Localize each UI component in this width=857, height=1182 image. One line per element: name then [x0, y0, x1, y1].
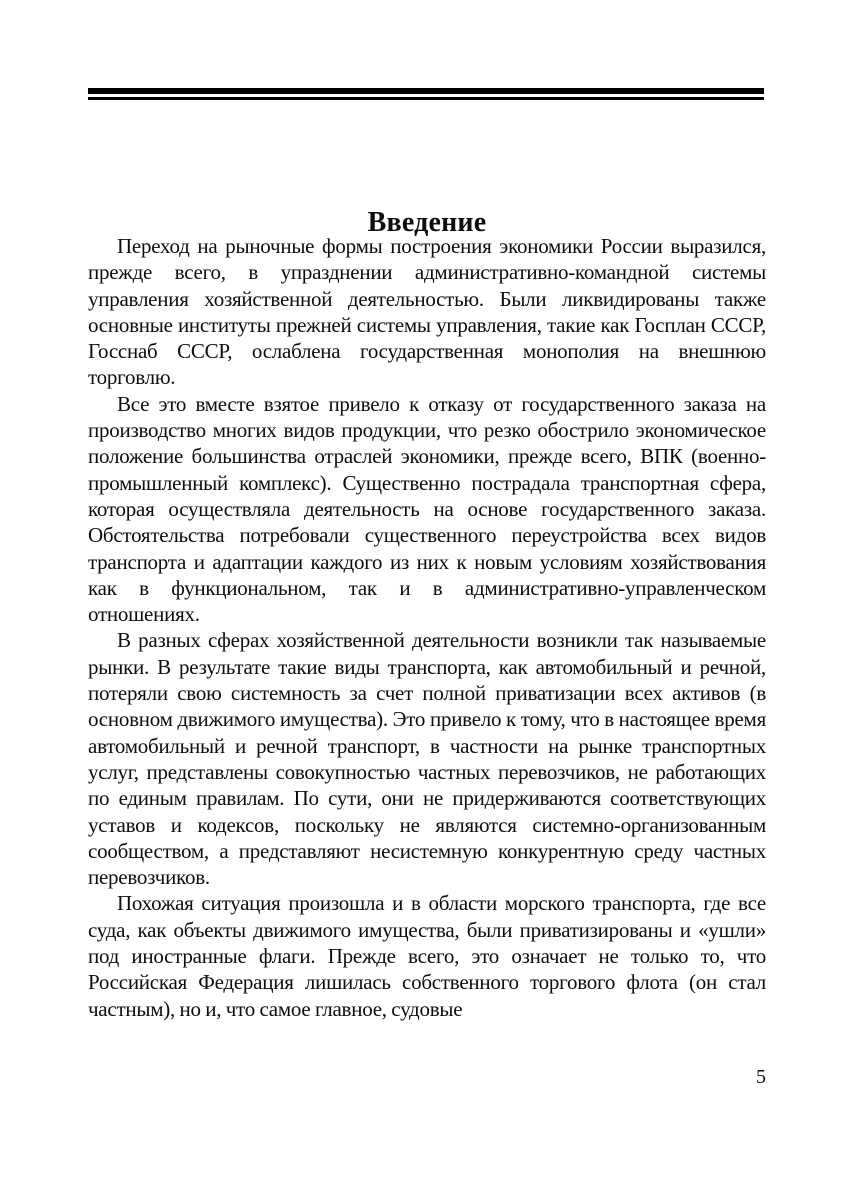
paragraph: Похожая ситуация произошла и в области морского транспорта, где все суда, как объекты движимого имущества, были приватизированы и «ушли» под иностранные флаги. Прежде всего, это означает не только то, что Российская Федерация лишилась собственного торгового флота (он стал частным), но и, что самое главное, судовые: [88, 891, 766, 1021]
page-title: Введение: [367, 206, 487, 238]
paragraph: В разных сферах хозяйственной деятельности возникли так называемые рынки. В результате такие виды транспорта, как автомобильный и речной, потеряли свою системность за счет полной приватизации всех активов (в основном движимого имущества). Это привело к тому, что в настоящее время автомобильный и речной транспорт, в частности на рынке транспортных услуг, представлены совокупностью частных перевозчиков, не работающих по единым правилам. По сути, они не придерживаются соответствующих уставов и кодексов, поскольку не являются системно-организованным сообществом, а представляют несистемную конкурентную среду частных перевозчиков.: [88, 628, 766, 890]
paragraph: Переход на рыночные формы построения экономики России выразился, прежде всего, в упразднении административно-командной системы управления хозяйственной деятельностью. Были ликвидированы также основные институты прежней системы управления, такие как Госплан СССР, Госснаб СССР, ослаблена государственная монополия на внешнюю торговлю.: [88, 234, 766, 390]
page-number: 5: [756, 1066, 766, 1088]
header-double-rule: [88, 88, 764, 100]
body-text: [88, 233, 766, 1022]
paragraph: Все это вместе взятое привело к отказу от государственного заказа на производство многих видов продукции, что резко обострило экономическое положение большинства отраслей экономики, прежде всего, ВПК (военно-промышленный комплекс). Существенно пострадала транспортная сфера, которая осуществляла деятельность на основе государственного заказа. Обстоятельства потребовали существенного переустройства всех видов транспорта и адаптации каждого из них к новым условиям хозяйствования как в функциональном, так и в административно-управленческом отношениях.: [88, 391, 766, 627]
